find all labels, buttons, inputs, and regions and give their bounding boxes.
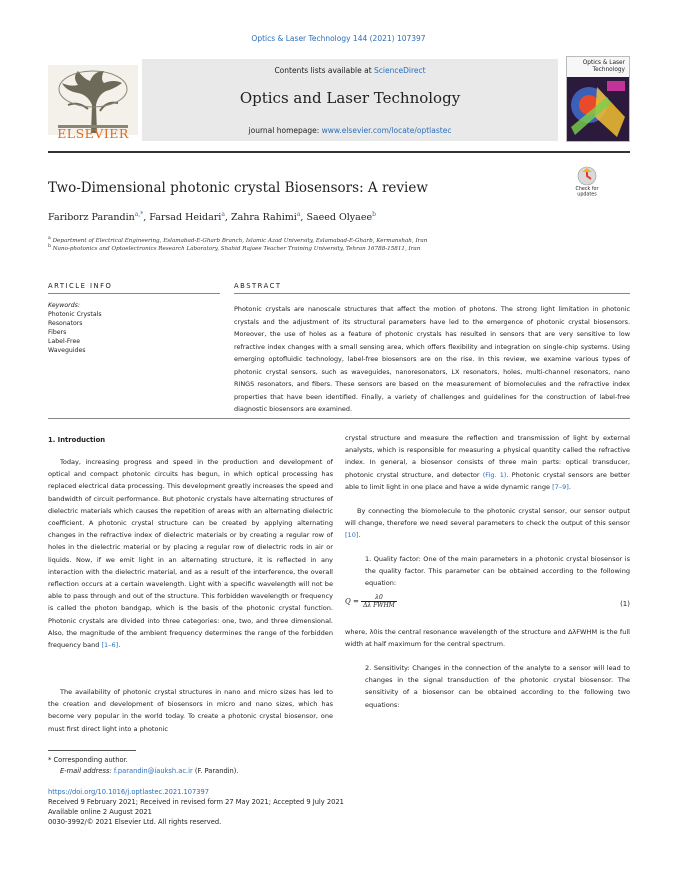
author-list: Fariborz Parandin$^{a,*}$, Farsad Heidari$^a$, Zahra Rahimi$^a$, Saeed Olyaee$^b$ <box>48 211 376 224</box>
corresponding-author-note: * Corresponding author. <box>48 756 128 764</box>
equation-1-fraction <box>361 594 397 609</box>
reference-link[interactable]: [7–9] <box>552 482 569 491</box>
available-online: Available online 2 August 2021 <box>48 808 152 816</box>
equation-1-numerator: λ0 <box>361 594 397 602</box>
right-paragraph-1-text-b: . Photonic crystal sensors are better able to limit light in one place and have a wide dynamic range <box>345 470 630 491</box>
keywords-block <box>48 301 218 355</box>
sciencedirect-link[interactable]: ScienceDirect <box>374 66 426 75</box>
author-4-affiliation-mark[interactable]: b <box>372 211 376 218</box>
journal-name: Optics and Laser Technology <box>239 89 461 107</box>
keyword: Waveguides <box>48 347 86 354</box>
abstract-heading: ABSTRACT <box>234 282 282 290</box>
header-divider <box>48 151 630 153</box>
author-2[interactable]: Farsad Heidari <box>149 212 222 224</box>
affiliation-b <box>48 244 608 252</box>
received-dates: Received 9 February 2021; Received in revised form 27 May 2021; Accepted 9 July 2021 <box>48 798 344 806</box>
intro-paragraph-1-text: Today, increasing progress and speed in the production and development of optical and compact photonic circuits has begun, in which optical processing has replaced electrical data processing. This development greatly increases the speed and bandwidth of circuit performance. But photonic crystals have alternating structures of dielectric materials which causes the repetition of areas with an alternating dielectric coefficient. A photonic crystal structure can be created by applying alternating changes in the refractive index of dielectric materials or by creating a regular row of holes in the dielectric material or by placing a regular row of dielectric rods in air or liquids. Now, if we emit light in an alternating structure, it is reflected in any interaction with the dielectric material, and as a result of the interference, the overall reflection occurs at a certain wavelength. Light with a specific wavelength will not be able to pass through and out of the structure. This forbidden wavelength or frequency is called the photon bandgap, which is the basis of the photonic crystal function. Photonic crystals are divided into three categories: one, two, and three dimensional. Also, the magnitude of the ambient frequency determines the range of the forbidden frequency band <box>48 458 333 650</box>
email-line <box>60 767 239 775</box>
affiliation-a-mark: a <box>48 236 51 241</box>
journal-reference[interactable]: Optics & Laser Technology 144 (2021) 107397 <box>251 34 426 43</box>
list-item-quality-factor: 1. Quality factor: One of the main parameters in a photonic crystal biosensor is the quality factor. This parameter can be obtained according to the following equation: <box>365 555 630 588</box>
right-paragraph-2 <box>345 505 630 542</box>
right-paragraph-1-text-a: crystal structure and measure the reflection and transmission of light by external analysts, which is responsible for measuring a physical quantity called the refractive index. In general, a biosensor consists of three main parts: optical transducer, photonic crystal structure, and detector <box>345 434 630 479</box>
homepage-link[interactable]: www.elsevier.com/locate/optlastec <box>321 126 452 135</box>
article-info-rule <box>48 293 220 294</box>
affiliation-a <box>48 236 608 244</box>
author-4[interactable]: Saeed Olyaee <box>306 212 373 224</box>
homepage-prefix: journal homepage: <box>248 126 322 135</box>
figure-link[interactable]: (Fig. 1) <box>482 470 507 479</box>
contents-line <box>142 66 558 75</box>
doi-link[interactable]: https://doi.org/10.1016/j.optlastec.2021.107397 <box>48 788 210 796</box>
affiliation-a-text: Department of Electrical Engineering, Eslamabad-E-Gharb Branch, Islamic Azad University, Eslamabad-E-Gharb, Kermanshah, Iran <box>52 237 428 244</box>
check-for-updates-icon[interactable] <box>572 165 602 197</box>
abstract-text: Photonic crystals are nanoscale structures that affect the motion of photons. The strong light limitation in photonic crystals and the adjustment of its structural parameters have led to the emergence of photonic crystal biosensors. Moreover, the use of holes as a feature of photonic crystals has resulted in sensors that are very sensitive to low refractive index changes with a small sensing area, which offers flexibility and integration on single-chip systems. Using emerging optofluidic technology, label-free biosensors are on the rise. In this review, we examine various types of photonic crystal sensors, such as waveguides, nanoresonators, LX resonators, holes, multi-channel resonators, nano RINGS resonators, and fibers. These sensors are based on the measurement of biomolecules and the refractive index properties that have been identified. Finally, a variety of challenges and guidelines for the construction of label-free diagnostic biosensors are examined. <box>234 305 630 414</box>
email-suffix: (F. Parandin). <box>192 767 239 775</box>
author-1-affiliation-mark[interactable]: a,* <box>134 211 144 218</box>
intro-paragraph-1-end: . <box>118 641 121 650</box>
reference-link[interactable]: [1–6] <box>101 641 119 650</box>
cover-title-line1: Optics & Laser <box>582 60 625 66</box>
cover-image-icon <box>567 77 629 141</box>
keyword: Photonic Crystals <box>48 311 102 318</box>
keyword: Resonators <box>48 320 83 327</box>
journal-homepage <box>142 126 558 135</box>
author-1[interactable]: Fariborz Parandin <box>48 212 135 224</box>
check-updates-line1: Check for <box>575 187 599 192</box>
keyword: Label-Free <box>48 338 81 345</box>
equation-1-number: (1) <box>620 600 630 608</box>
equation-1-explanation: where, λ0is the central resonance wavelength of the structure and ΔλFWHM is the full width at half maximum for the central spectrum. <box>345 628 630 649</box>
abstract-bottom-rule <box>48 418 630 419</box>
article-title: Two-Dimensional photonic crystal Biosensors: A review <box>48 180 428 196</box>
author-3[interactable]: Zahra Rahimi <box>230 212 297 224</box>
author-2-affiliation-mark[interactable]: a <box>221 211 225 218</box>
keyword: Fibers <box>48 329 67 336</box>
contents-prefix: Contents lists available at <box>274 66 375 75</box>
right-paragraph-2-end: . <box>358 531 361 540</box>
equation-1-denominator: Δλ FWHM <box>363 602 395 609</box>
email-label: E-mail address: <box>60 767 114 775</box>
list-item-sensitivity: 2. Sensitivity: Changes in the connection of the analyte to a sensor will lead to changes in the signal transduction of the photonic crystal biosensor. The sensitivity of a biosensor can be obtained according to the following two equations: <box>365 664 630 709</box>
right-paragraph-1-end: . <box>568 482 571 491</box>
intro-paragraph-1 <box>48 456 333 651</box>
copyright: 0030-3992/© 2021 Elsevier Ltd. All rights reserved. <box>48 818 222 826</box>
equation-1-lhs: Q = <box>345 597 359 606</box>
keywords-label: Keywords: <box>48 302 80 309</box>
cover-title-line2: Technology <box>592 67 625 73</box>
affiliation-b-text: Nano-photonics and Optoelectronics Research Laboratory, Shahid Rajaee Teacher Training University, Tehran 16788-15811, Iran <box>52 245 421 252</box>
publisher-name: ELSEVIER <box>57 126 129 141</box>
introduction-heading: 1. Introduction <box>48 436 106 444</box>
equation-1 <box>345 594 630 609</box>
article-meta <box>48 787 344 827</box>
right-paragraph-1 <box>345 432 630 493</box>
author-3-affiliation-mark[interactable]: a <box>296 211 301 218</box>
article-info-heading: ARTICLE INFO <box>48 282 113 290</box>
abstract-rule <box>234 293 630 294</box>
email-link[interactable]: f.parandin@iauksh.ac.ir <box>113 767 193 775</box>
journal-cover-thumbnail <box>566 56 630 142</box>
affiliation-b-mark: b <box>48 244 51 249</box>
reference-link[interactable]: [10] <box>345 531 359 540</box>
right-paragraph-2-text: By connecting the biomolecule to the photonic crystal sensor, our sensor output will change, therefore we need several parameters to check the output of this sensor <box>345 507 630 528</box>
intro-paragraph-2: The availability of photonic crystal structures in nano and micro sizes has led to the creation and development of biosensors in micro and nano sizes, which has become very popular in the world today. To create a photonic crystal biosensor, one must first direct light into a photonic <box>48 688 333 733</box>
footnote-rule <box>48 750 136 751</box>
check-updates-line2: updates <box>577 192 597 197</box>
